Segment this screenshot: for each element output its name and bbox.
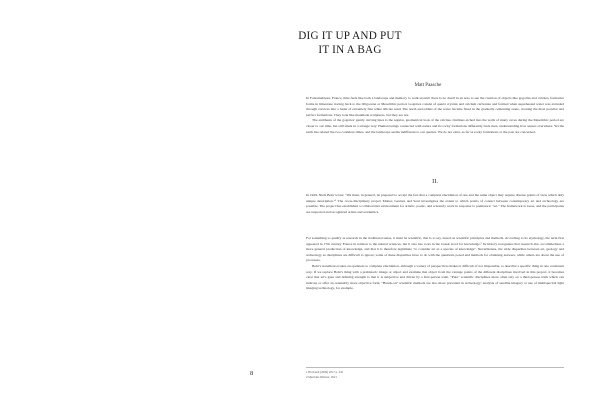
paragraph: For something to qualify as research in the traditional sense, it must be scientific, that is to say, based on scientific principles and methods. According to its etymology, the term first appeared in 17th century France in relation to the natural sciences, but it also has roots in the Greek word for knowledge.² Its history recognizes that research also accommodates a more general production of knowledge, and that it is therefore legitimate "to consider art as a species of knowledge". Nevertheless, the wide disparities between art, geology and archeology as disciplines are difficult to ignore; some of these disparities have to do with the questions posed and methods for obtaining answers, while others are about the use of processes. xyxy=(306,236,564,263)
paragraph: In Fontainebleau, France, time feels like both a landscape and memory to walk around: there is no dwell in an area to see the creation of objects like gogottes and calcites, formative forms in limestone tracing back to the Oligocene or Mesolithic period. Gogottes consist of quartz crystals and calcium carbonate and formed when superheated water was extruded through crevices into a basin of extremely fine white silicate sand. The north and eddies of the water became fixed in the gradually cementing stone, creating the most peculiar and perfect formations. They look like manmade sculptures, but they are not. xyxy=(306,96,564,117)
paragraph: Bohr's statement evokes an openness to complete elucidation, although a variety of perspectives makes it difficult, if not impossible, to describe a specific thing in one consistent way. If we replace Bohr's thing with a prehistoric image or object and examine that object from the vantage points of the different disciplines involved in this project, it becomes clear that art's gaze and defining strength is that it is subjective and driven by a first-person truth. "Pure" scientific disciplines more often rely on a third-person truth which can indicate or offer an ostensibly more objective form. "Hands-on" scientific methods are also more prevalent in archeology: analysis of satellite imagery or use of multispectral light imaging technology, for example. xyxy=(306,263,564,291)
author-name: Matt Paasche xyxy=(414,83,442,88)
chapter-title-line-1: DIG IT UP AND PUT xyxy=(298,30,402,42)
page-number: 8 xyxy=(250,370,254,377)
chapter-title xyxy=(120,29,580,57)
section-one-text xyxy=(306,96,564,135)
paragraph: In 1929, Niels Bohr wrote: "We must, in general, be prepared to accept the fact that a complete elucidation of one and the same object may require diverse points of view which defy unique description."¹ The cross-disciplinary project Matter, Gesture and Soul investigates the extent to which points of contact between contemporary art and archeology are possible. The project has established a collaborative environment for artistic, poetic, and scholarly work in response to prehistoric "art." The framework is loose, and the participants are respected and recognized artists and academics. xyxy=(306,193,564,214)
section-number: II. xyxy=(432,178,438,185)
section-two-text xyxy=(306,236,564,292)
paragraph: The antithesis of the gogottes' gently curving lines is the regular, geometrical look of the calcites. Outlines etched into the walls of many caves during the Mesolithic period are closer to our time, but still silent in a strange way. Human beings connected with nature and its rocky formations differently back then, understanding how senses overwhere. Yet the earth has related the two countless times, and the landscape seems indifferent to our queries. We do not exist, as far as rocky formations or the past are concerned. xyxy=(306,118,564,134)
footnote: 1 Hovlandt (2006) 2017 p. 345 xyxy=(306,370,344,374)
section-two-intro xyxy=(306,193,564,215)
chapter-title-line-2: IT IN A BAG xyxy=(318,44,382,56)
footnote: 2 Merriam-Webster, 2021 xyxy=(306,375,337,379)
footnotes xyxy=(306,367,564,380)
